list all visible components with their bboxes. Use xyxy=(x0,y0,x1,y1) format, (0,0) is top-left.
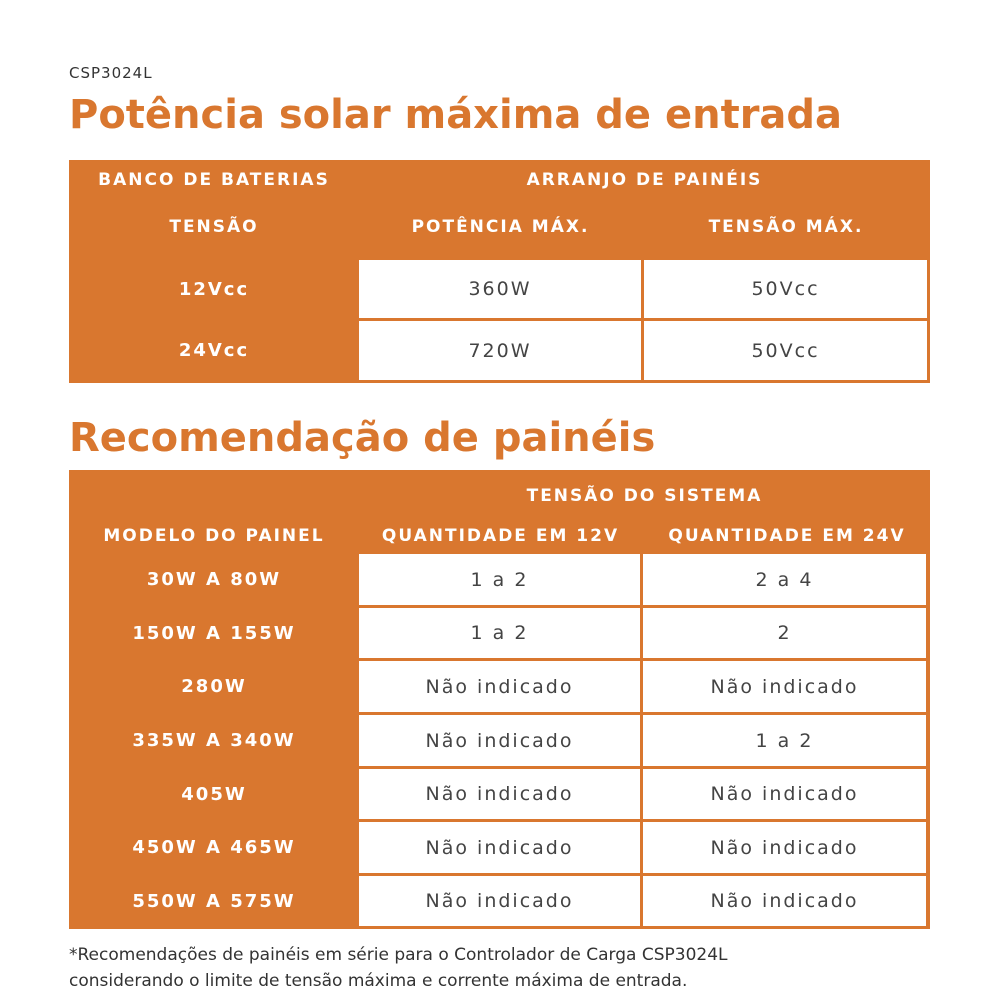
cell-power: 360W xyxy=(359,260,641,318)
cell-qty-24v: 2 a 4 xyxy=(643,554,926,605)
row-model: 405W xyxy=(181,783,247,805)
footnote xyxy=(69,942,949,994)
panel-recommendation-table xyxy=(69,470,930,929)
cell-voltage: 50Vcc xyxy=(644,321,927,380)
header-qty-12v: QUANTIDADE EM 12V xyxy=(381,526,620,546)
header-panel-array: ARRANJO DE PAINÉIS xyxy=(526,170,763,190)
footnote-line-2: considerando o limite de tensão máxima e corrente máxima de entrada. xyxy=(69,971,688,991)
row-model: 335W A 340W xyxy=(132,730,296,751)
cell-qty-24v: Não indicado xyxy=(643,876,926,926)
header-voltage: TENSÃO xyxy=(169,217,259,237)
cell-qty-24v: 2 xyxy=(643,608,926,658)
cell-qty-12v: 1 a 2 xyxy=(359,608,640,658)
cell-qty-12v: Não indicado xyxy=(359,876,640,926)
row-label: 24Vcc xyxy=(178,340,250,361)
row-model: 450W A 465W xyxy=(132,837,296,858)
cell-qty-24v: Não indicado xyxy=(643,661,926,712)
row-model: 30W A 80W xyxy=(146,569,282,590)
header-system-voltage: TENSÃO DO SISTEMA xyxy=(526,486,763,506)
solar-power-table xyxy=(69,160,930,383)
cell-qty-12v: Não indicado xyxy=(359,769,640,819)
row-model: 150W A 155W xyxy=(132,622,296,644)
cell-qty-12v: Não indicado xyxy=(359,715,640,766)
footnote-line-1: *Recomendações de painéis em série para o Controlador de Carga CSP3024L xyxy=(69,945,728,965)
header-max-voltage: TENSÃO MÁX. xyxy=(708,217,864,237)
cell-voltage: 50Vcc xyxy=(644,260,927,318)
header-max-power: POTÊNCIA MÁX. xyxy=(411,217,590,237)
section-title-solar-power: Potência solar máxima de entrada xyxy=(69,92,843,138)
header-qty-24v: QUANTIDADE EM 24V xyxy=(668,526,906,546)
model-label: CSP3024L xyxy=(69,64,153,82)
section-title-panel-recommendation: Recomendação de painéis xyxy=(69,415,656,461)
row-model: 280W xyxy=(181,676,247,697)
row-label: 12Vcc xyxy=(178,278,250,300)
header-battery-bank: BANCO DE BATERIAS xyxy=(98,170,330,190)
cell-qty-12v: Não indicado xyxy=(359,661,640,712)
cell-qty-24v: Não indicado xyxy=(643,822,926,873)
cell-qty-12v: 1 a 2 xyxy=(359,554,640,605)
header-panel-model: MODELO DO PAINEL xyxy=(103,526,325,546)
cell-qty-24v: Não indicado xyxy=(643,769,926,819)
cell-qty-24v: 1 a 2 xyxy=(643,715,926,766)
row-model: 550W A 575W xyxy=(132,890,296,912)
cell-qty-12v: Não indicado xyxy=(359,822,640,873)
cell-power: 720W xyxy=(359,321,641,380)
